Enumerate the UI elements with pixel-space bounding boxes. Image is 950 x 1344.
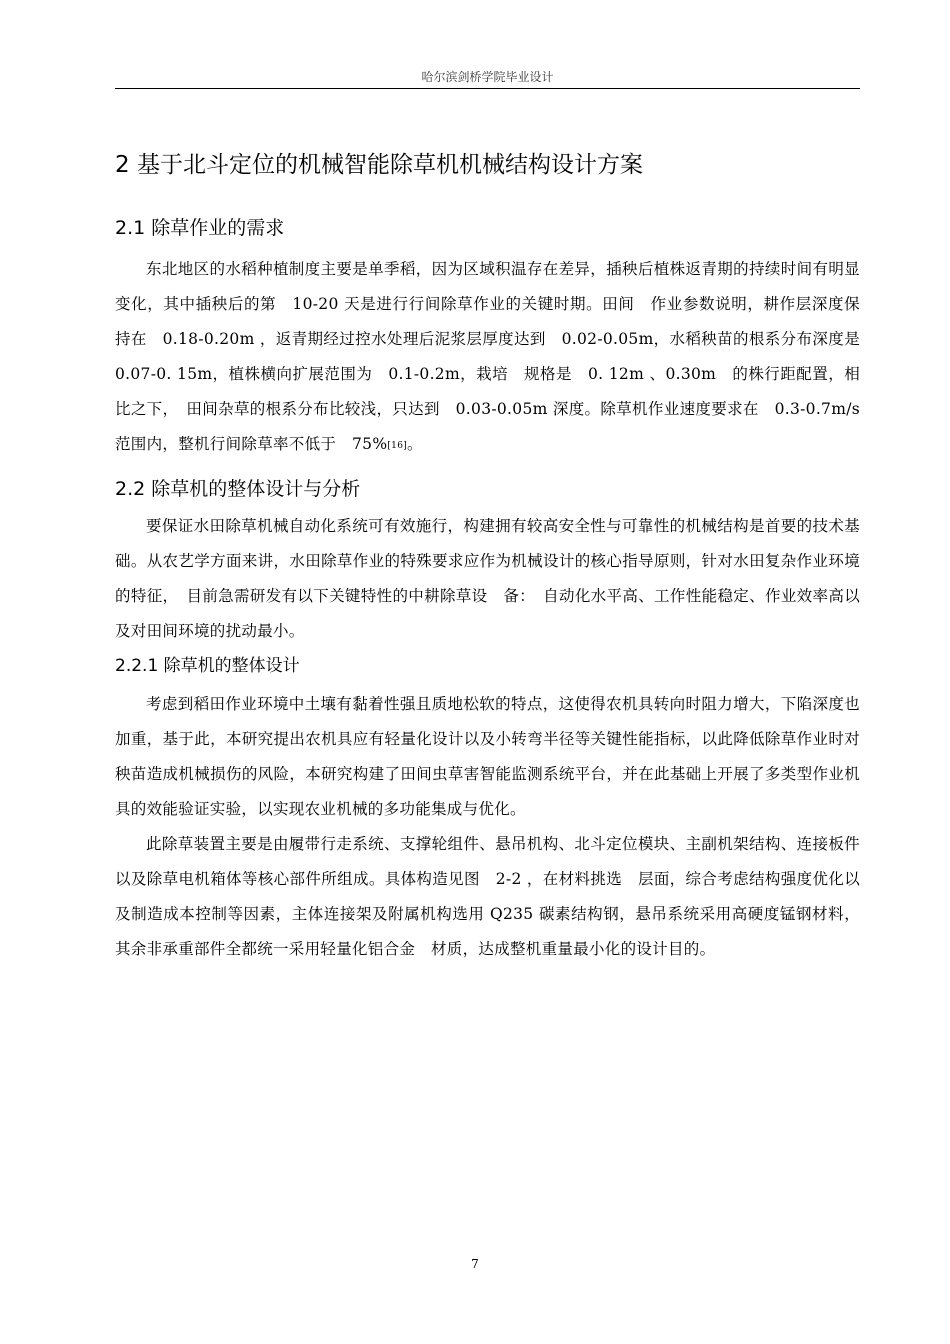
- citation-16: [16]: [387, 441, 408, 451]
- page-number: 7: [471, 1257, 479, 1271]
- section-2-2-1-paragraph-1: 考虑到稻田作业环境中土壤有黏着性强且质地松软的特点，这使得农机具转向时阻力增大，下陷深度也加重，基于此，本研究提出农机具应有轻量化设计以及小转弯半径等关键性能指标，以此降低除草作业时对秧苗造成机械损伤的风险，本研究构建了田间虫草害智能监测系统平台，并在此基础上开展了多类型作业机具的效能验证实验，以实现农业机械的多功能集成与优化。: [115, 695, 860, 818]
- section-2-1-title: 2.1 除草作业的需求: [115, 217, 285, 239]
- chapter-title: 2 基于北斗定位的机械智能除草机机械结构设计方案: [115, 152, 643, 178]
- section-2-2-paragraph: 要保证水田除草机械自动化系统可有效施行，构建拥有较高安全性与可靠性的机械结构是首要的技术基础。从农艺学方面来讲，水田除草作业的特殊要求应作为机械设计的核心指导原则，针对水田复杂作业环境的特征， 目前急需研发有以下关键特性的中耕除草设 备： 自动化水平高、工作性能稳定、作业效率高以及对田间环境的扰动最小。: [115, 517, 860, 640]
- section-2-2-title: 2.2 除草机的整体设计与分析: [115, 478, 361, 500]
- section-2-2-1-title: 2.2.1 除草机的整体设计: [115, 656, 300, 676]
- header-divider: [115, 88, 860, 89]
- page-content: [115, 140, 876, 967]
- section-2-2-1-paragraph-2: 此除草装置主要是由履带行走系统、支撑轮组件、悬吊机构、北斗定位模块、主副机架结构、连接板件以及除草电机箱体等核心部件所组成。具体构造见图 2-2 ，在材料挑选 层面，综合考虑结构强度优化以及制造成本控制等因素，主体连接架及附属机构选用 Q235 碳素结构钢，悬吊系统采用高硬度锰钢材料，其余非承重部件全都统一采用轻量化铝合金 材质，达成整机重量最小化的设计目的。: [115, 835, 860, 958]
- page-header: 哈尔滨剑桥学院毕业设计: [421, 70, 554, 84]
- section-2-1-paragraph: [115, 252, 876, 465]
- section-2-1-paragraph-text: 东北地区的水稻种植制度主要是单季稻，因为区域积温存在差异，插秧后植株返青期的持续时间有明显变化，其中插秧后的第 10-20 天是进行行间除草作业的关键时期。田间 作业参数说明，耕作层深度保持在 0.18-0.20m ，返青期经过控水处理后泥浆层厚度达到 0.02-0.05m，水稻秧苗的根系分布深度是 0.07-0. 15m，植株横向扩展范围为 0.1-0.2m，栽培 规格是 0. 12m 、0.30m 的株行距配置，相比之下， 田间杂草的根系分布比较浅，只达到 0.03-0.05m 深度。除草机作业速度要求在 0.3-0.7m/s 范围内，整机行间除草率不低于 75%: [115, 260, 876, 453]
- section-2-1-paragraph-end: 。: [407, 435, 423, 453]
